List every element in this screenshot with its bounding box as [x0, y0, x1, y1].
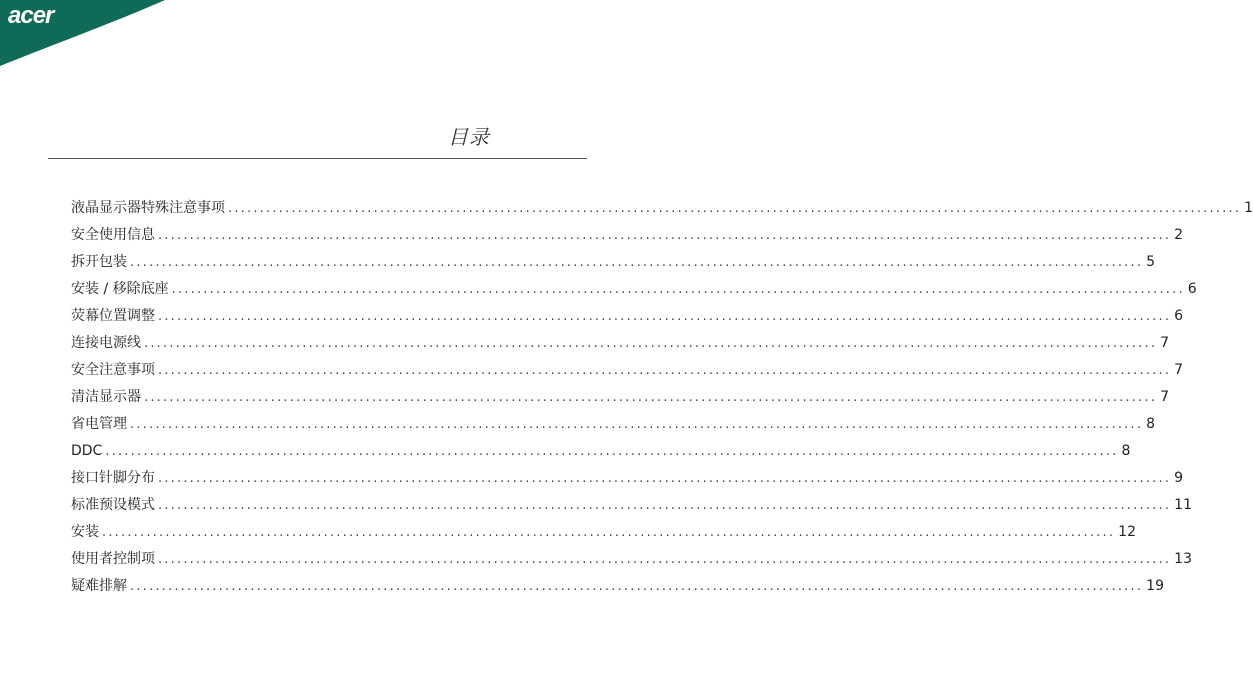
toc-entry-page: 13: [1174, 551, 1192, 567]
toc-entry[interactable]: [71, 549, 1192, 576]
toc-entry-page: 6: [1174, 308, 1184, 324]
toc-entry-label: 安装 / 移除底座: [71, 281, 169, 297]
acer-banner: [0, 0, 170, 70]
table-of-contents: [71, 198, 1253, 603]
toc-entry[interactable]: [71, 414, 1156, 441]
toc-dot-leader: ................................................................................................................................................................: [158, 363, 1172, 378]
toc-dot-leader: ................................................................................................................................................................: [158, 498, 1172, 513]
toc-entry[interactable]: [71, 360, 1184, 387]
toc-entry[interactable]: [71, 495, 1192, 522]
toc-entry-label: 安全使用信息: [71, 227, 155, 243]
toc-entry-label: 疑难排解: [71, 578, 127, 594]
toc-entry-page: 12: [1118, 524, 1136, 540]
toc-dot-leader: ................................................................................................................................................................: [158, 552, 1172, 567]
toc-entry-label: 清洁显示器: [71, 389, 141, 405]
toc-entry-page: 11: [1174, 497, 1192, 513]
toc-dot-leader: ................................................................................................................................................................: [144, 336, 1158, 351]
toc-entry-label: 使用者控制项: [71, 551, 155, 567]
toc-entry-page: 7: [1160, 389, 1170, 405]
toc-entry-page: 8: [1121, 443, 1131, 459]
toc-entry-page: 7: [1174, 362, 1184, 378]
page-title: 目录: [448, 125, 490, 149]
toc-entry-page: 2: [1174, 227, 1184, 243]
toc-entry-label: 安装: [71, 524, 99, 540]
toc-entry[interactable]: [71, 522, 1136, 549]
toc-entry[interactable]: [71, 279, 1197, 306]
toc-entry-page: 8: [1146, 416, 1156, 432]
toc-entry-label: DDC: [71, 443, 103, 459]
toc-entry-label: 安全注意事项: [71, 362, 155, 378]
toc-entry[interactable]: [71, 333, 1170, 360]
acer-logo: acer: [8, 2, 54, 29]
toc-dot-leader: ................................................................................................................................................................: [171, 282, 1185, 297]
toc-entry[interactable]: [71, 576, 1164, 603]
toc-dot-leader: ................................................................................................................................................................: [102, 525, 1116, 540]
toc-entry[interactable]: [71, 252, 1156, 279]
toc-entry-label: 标准预设模式: [71, 497, 155, 513]
toc-entry-label: 接口针脚分布: [71, 470, 155, 486]
toc-entry[interactable]: [71, 225, 1184, 252]
toc-dot-leader: ................................................................................................................................................................: [228, 201, 1242, 216]
toc-entry-page: 1: [1244, 200, 1253, 216]
title-divider: [48, 158, 587, 159]
toc-dot-leader: ................................................................................................................................................................: [130, 579, 1144, 594]
toc-dot-leader: ................................................................................................................................................................: [105, 444, 1119, 459]
toc-entry[interactable]: [71, 441, 1131, 468]
toc-dot-leader: ................................................................................................................................................................: [130, 417, 1144, 432]
toc-entry-page: 9: [1174, 470, 1184, 486]
toc-entry-label: 液晶显示器特殊注意事项: [71, 200, 225, 216]
toc-entry-label: 连接电源线: [71, 335, 141, 351]
toc-entry-label: 荧幕位置调整: [71, 308, 155, 324]
toc-entry[interactable]: [71, 198, 1253, 225]
toc-entry-label: 拆开包装: [71, 254, 127, 270]
toc-entry[interactable]: [71, 468, 1184, 495]
toc-dot-leader: ................................................................................................................................................................: [144, 390, 1158, 405]
toc-entry-page: 7: [1160, 335, 1170, 351]
toc-dot-leader: ................................................................................................................................................................: [158, 228, 1172, 243]
toc-entry-page: 19: [1146, 578, 1164, 594]
toc-entry[interactable]: [71, 306, 1184, 333]
toc-dot-leader: ................................................................................................................................................................: [158, 471, 1172, 486]
toc-entry-label: 省电管理: [71, 416, 127, 432]
toc-dot-leader: ................................................................................................................................................................: [158, 309, 1172, 324]
toc-dot-leader: ................................................................................................................................................................: [130, 255, 1144, 270]
toc-entry-page: 6: [1187, 281, 1197, 297]
toc-entry[interactable]: [71, 387, 1170, 414]
toc-entry-page: 5: [1146, 254, 1156, 270]
